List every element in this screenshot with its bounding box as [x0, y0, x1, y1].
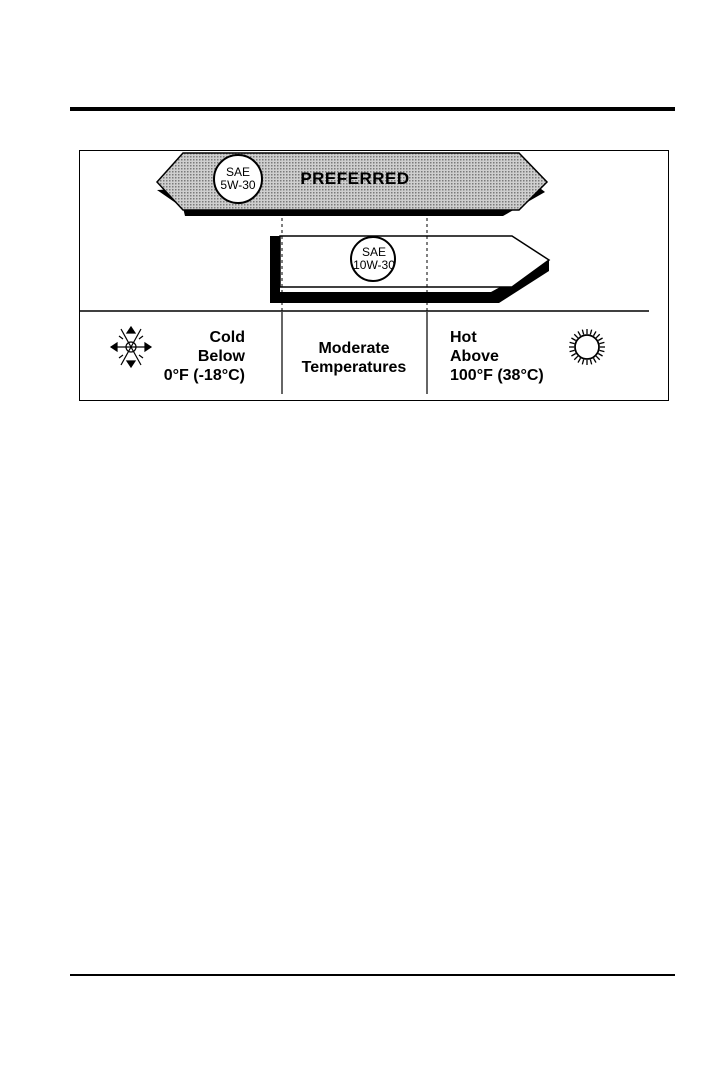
zone-cold-label [120, 328, 245, 385]
sun-ray [594, 358, 597, 362]
zone-moderate-line-1: Moderate [318, 340, 390, 357]
sun-ray [596, 356, 600, 360]
sun-ray [590, 330, 591, 335]
zone-cold-line-1: Cold [209, 329, 245, 346]
sae-10w30-text [351, 246, 397, 272]
zone-hot-label [450, 328, 590, 385]
sun-ray [598, 338, 602, 341]
sun-ray [594, 331, 597, 335]
zone-hot-line-1: Hot [450, 329, 477, 346]
sun-ray [598, 354, 602, 357]
sae-5w30-text [218, 166, 258, 192]
zone-hot-line-2: Above [450, 348, 499, 365]
preferred-label: PREFERRED [300, 169, 410, 188]
header-rule [70, 107, 675, 111]
zone-cold-line-3: 0°F (-18°C) [163, 367, 245, 384]
zone-hot-line-3: 100°F (38°C) [450, 367, 544, 384]
zone-moderate-line-2: Temperatures [301, 359, 407, 376]
sun-ray [600, 350, 605, 351]
sun-ray [590, 360, 591, 365]
sun-ray [600, 342, 605, 343]
sae-5w30-grade: 5W-30 [220, 178, 256, 192]
oil-10w30-arrow [280, 236, 549, 287]
zone-moderate-label [285, 339, 423, 377]
sae-10w30-prefix: SAE [361, 245, 386, 259]
zone-cold-line-2: Below [197, 348, 245, 365]
sun-ray [596, 334, 600, 338]
footer-rule [70, 974, 675, 976]
sae-10w30-grade: 10W-30 [353, 258, 395, 272]
sae-5w30-prefix: SAE [225, 165, 250, 179]
